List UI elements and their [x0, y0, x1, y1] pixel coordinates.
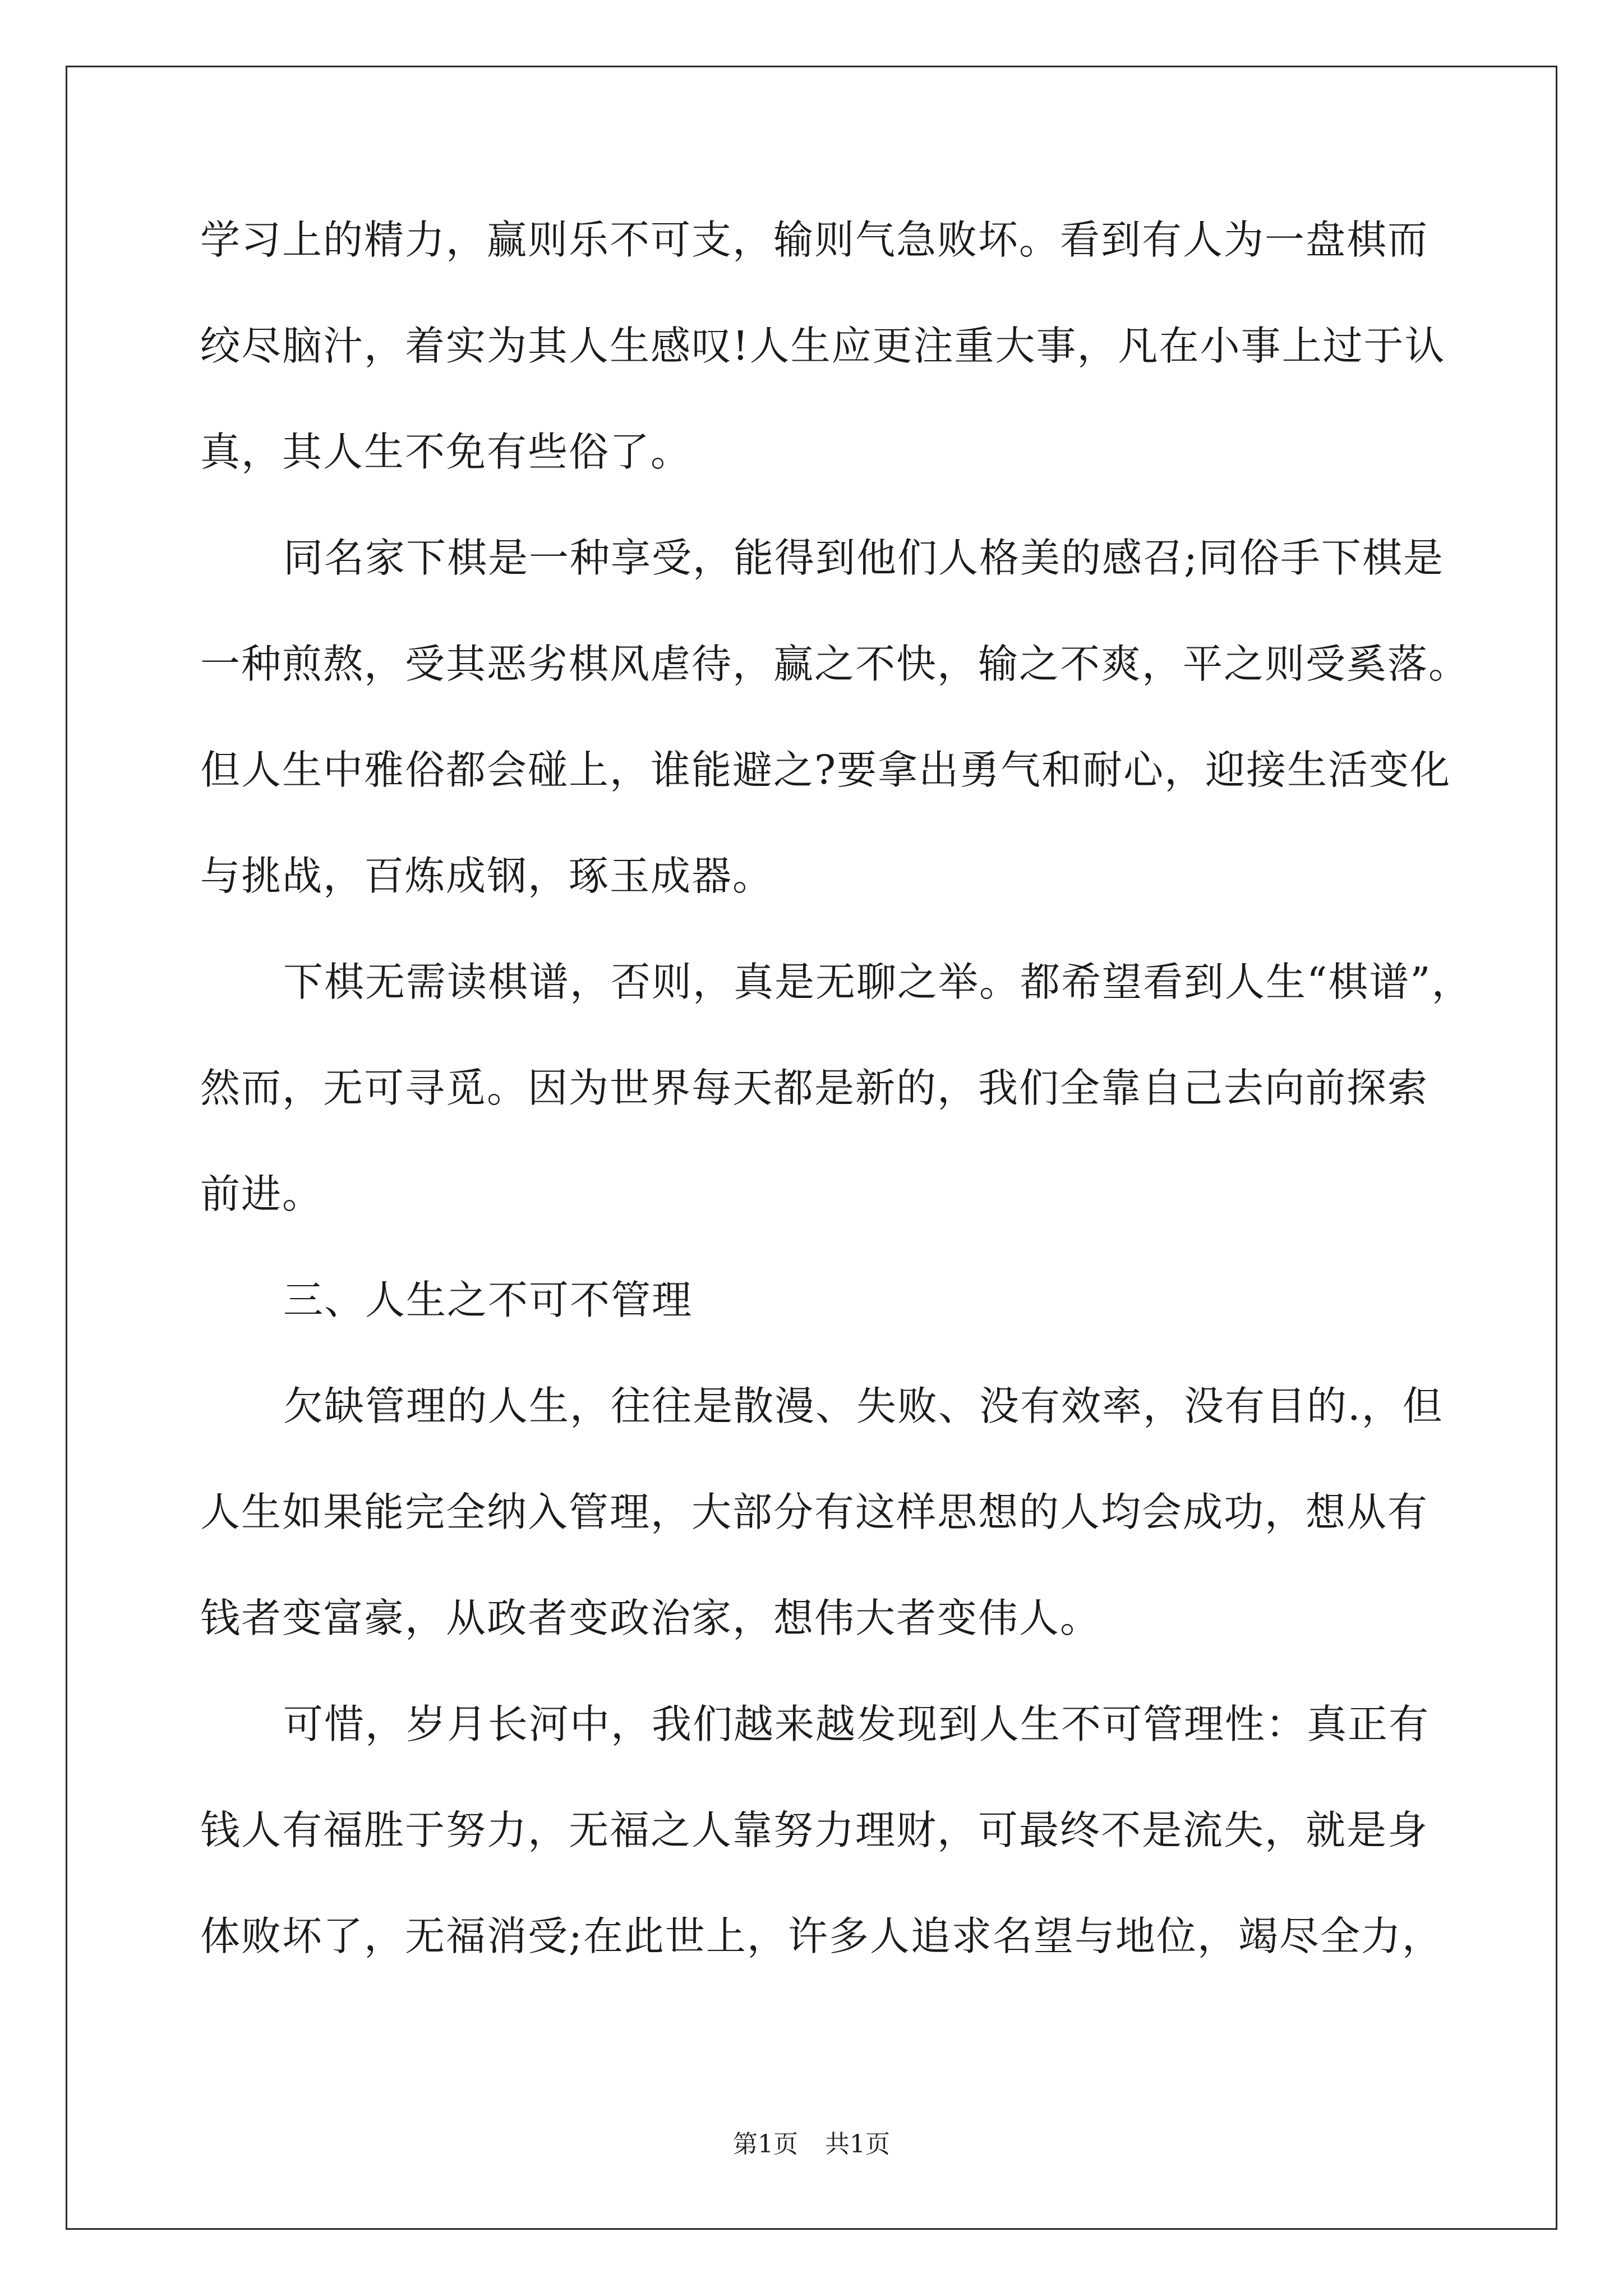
page-footer [0, 2124, 1623, 2160]
text-line: 学习上的精力，赢则乐不可支，输则气急败坏。看到有人为一盘棋而 [200, 217, 1429, 263]
page-number: 第1页 [733, 2130, 798, 2159]
text-line: 一种煎熬，受其恶劣棋风虐待，赢之不快，输之不爽，平之则受奚落。 [200, 641, 1470, 687]
text-line: 真，其人生不免有些俗了。 [200, 429, 692, 475]
text-line: 同名家下棋是一种享受，能得到他们人格美的感召;同俗手下棋是 [283, 535, 1444, 581]
text-line: 人生如果能完全纳入管理，大部分有这样思想的人均会成功，想从有 [200, 1489, 1429, 1535]
text-line: 下棋无需读棋谱，否则，真是无聊之举。都希望看到人生“棋谱”， [283, 959, 1473, 1005]
text-line: 欠缺管理的人生，往往是散漫、失败、没有效率，没有目的.，但 [283, 1383, 1444, 1429]
text-line: 钱人有福胜于努力，无福之人靠努力理财，可最终不是流失，就是身 [200, 1807, 1429, 1853]
text-line: 钱者变富豪，从政者变政治家，想伟大者变伟人。 [200, 1595, 1101, 1641]
text-line: 前进。 [200, 1171, 324, 1217]
document-body [200, 217, 1473, 2022]
section-heading: 三、人生之不可不管理 [283, 1277, 693, 1323]
page-total: 共1页 [825, 2130, 890, 2159]
text-line: 然而，无可寻觅。因为世界每天都是新的，我们全靠自己去向前探索 [200, 1065, 1429, 1111]
text-line: 与挑战，百炼成钢，琢玉成器。 [200, 853, 774, 899]
text-line: 体败坏了，无福消受;在此世上，许多人追求名望与地位，竭尽全力， [200, 1913, 1443, 1959]
text-line: 但人生中雅俗都会碰上，谁能避之?要拿出勇气和耐心，迎接生活变化 [200, 747, 1451, 793]
text-line: 可惜，岁月长河中，我们越来越发现到人生不可管理性：真正有 [283, 1701, 1430, 1747]
text-line: 绞尽脑汁，着实为其人生感叹!人生应更注重大事，凡在小事上过于认 [200, 323, 1446, 369]
